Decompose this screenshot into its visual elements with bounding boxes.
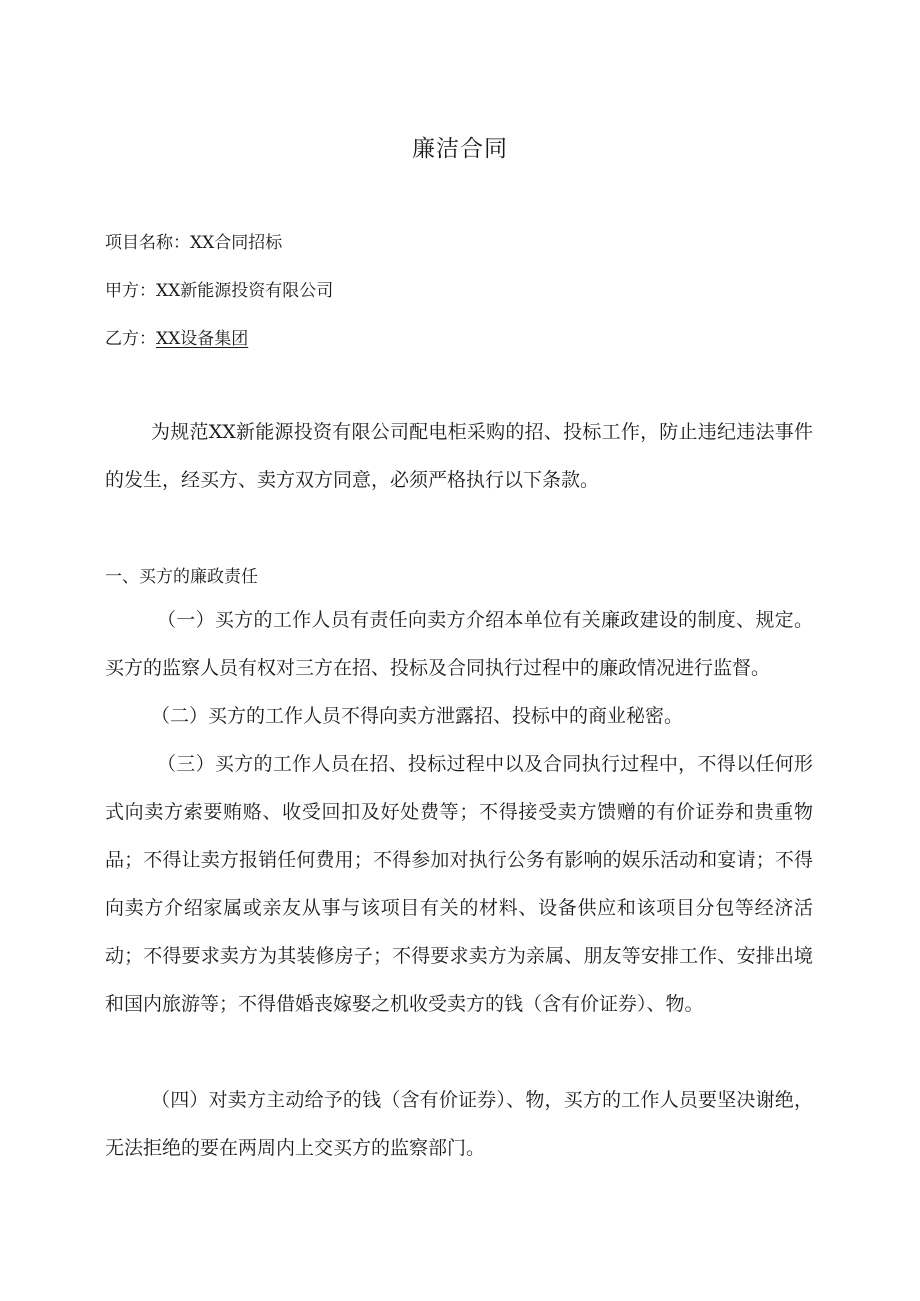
party-b-line — [105, 324, 248, 349]
document-title: 廉洁合同 — [412, 136, 508, 162]
clause-paragraph: （三）买方的工作人员在招、投标过程中以及合同执行过程中，不得以任何形式向卖方索要贿赂、收受回扣及好处费等；不得接受卖方馈赠的有价证券和贵重物品；不得让卖方报销任何费用；不得参加对执行公务有影响的娱乐活动和宴请；不得向卖方介绍家属或亲友从事与该项目有关的材料、设备供应和该项目分包等经济活动；不得要求卖方为其装修房子；不得要求卖方为亲属、朋友等安排工作、安排出境和国内旅游等；不得借婚丧嫁娶之机收受卖方的钱（含有价证券）、物。 — [105, 753, 813, 1015]
party-a-line — [105, 276, 333, 301]
section-heading: 一、买方的廉政责任 — [105, 567, 258, 587]
intro-paragraph: 为规范XX新能源投资有限公司配电柜采购的招、投标工作，防止违纪违法事件的发生，经买方、卖方双方同意，必须严格执行以下条款。 — [105, 421, 813, 491]
project-name-line — [105, 228, 282, 253]
clause-paragraph: （四）对卖方主动给予的钱（含有价证券）、物，买方的工作人员要坚决谢绝，无法拒绝的要在两周内上交买方的监察部门。 — [105, 1089, 813, 1159]
clause-paragraph: （一）买方的工作人员有责任向卖方介绍本单位有关廉政建设的制度、规定。买方的监察人员有权对三方在招、投标及合同执行过程中的廉政情况进行监督。 — [105, 609, 813, 679]
project-name-value: XX合同招标 — [190, 233, 283, 253]
party-a-label: 甲方： — [105, 281, 156, 301]
party-b-value: XX设备集团 — [156, 329, 249, 349]
party-b-label: 乙方： — [105, 329, 156, 349]
project-name-label: 项目名称： — [105, 233, 190, 253]
party-a-value: XX新能源投资有限公司 — [156, 281, 334, 301]
clause-paragraph: （二）买方的工作人员不得向卖方泄露招、投标中的商业秘密。 — [151, 705, 684, 727]
